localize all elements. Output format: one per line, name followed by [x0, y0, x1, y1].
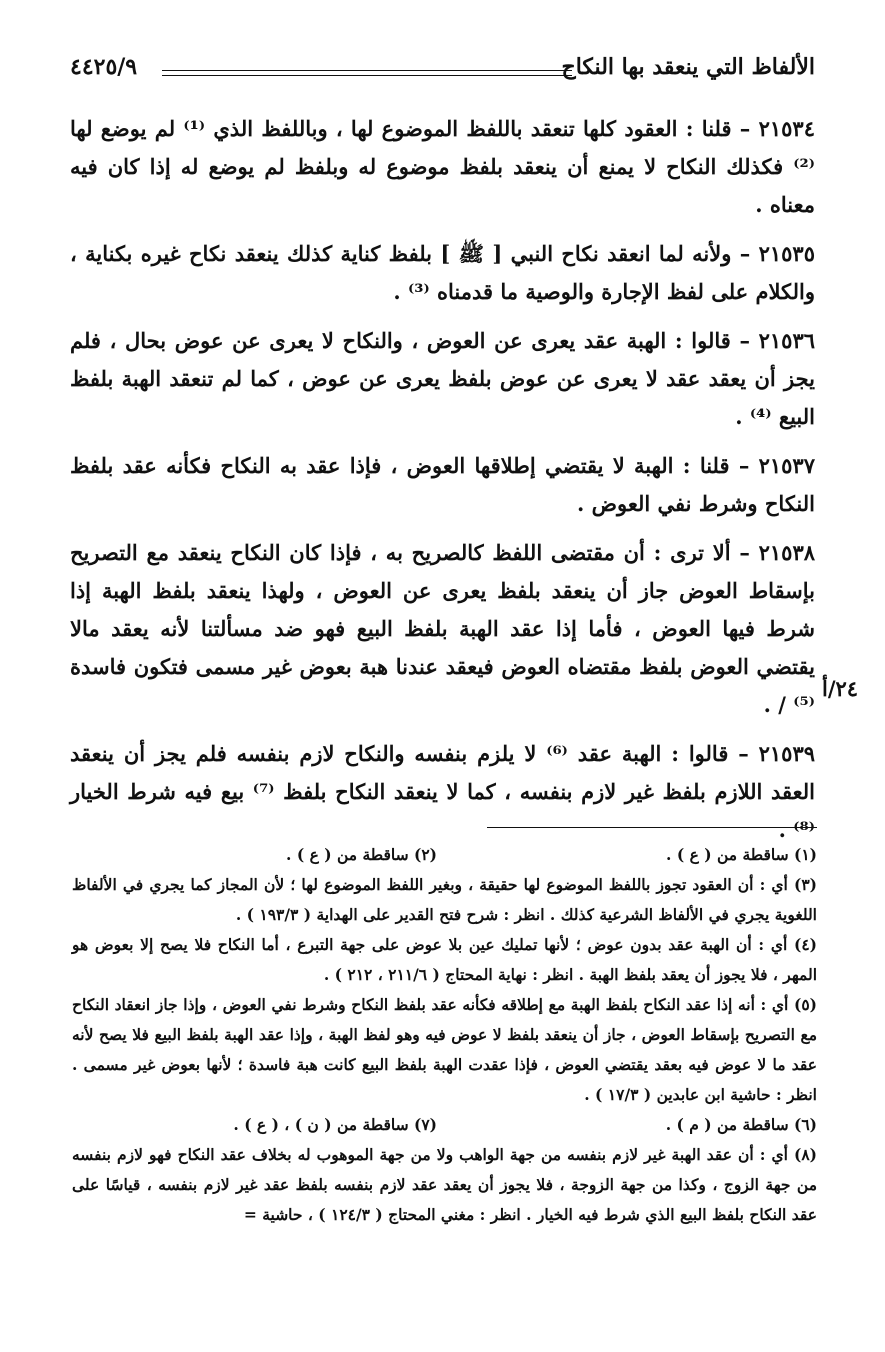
footnote: (٦) ساقطة من ( م ) . [665, 1115, 817, 1134]
main-text [70, 110, 815, 860]
paragraph [70, 534, 815, 724]
paragraph [70, 235, 815, 311]
header-rule-bottom [162, 75, 572, 76]
manuscript-folio-marker: ٢٤/أ [822, 676, 859, 701]
paragraph-number: ٢١٥٣٥ [758, 241, 815, 266]
paragraph [70, 110, 815, 224]
paragraph-number: ٢١٥٣٩ [758, 741, 816, 766]
footnote-separator [487, 827, 817, 828]
header-page-ref: ٤٤٢٥/٩ [70, 54, 138, 80]
paragraph-text: – قلنا : الهبة لا يقتضي إطلاقها العوض ، فإذا عقد به النكاح فكأنه عقد بلفظ النكاح وشرط نفي العوض . [70, 453, 815, 516]
footnote: (٤) أي : أن الهبة عقد بدون عوض ؛ لأنها تمليك عين بلا عوض على جهة التبرع ، أما النكاح فلا يصح إلا بعوض هو المهر ، فلا يجوز أن يعقد بلفظ الهبة . انظر : نهاية المحتاج ( ٢١١/٦ ، ٢١٢ ) . [72, 935, 817, 984]
paragraph-text: – ألا ترى : أن مقتضى اللفظ كالصريح به ، فإذا كان النكاح ينعقد مع التصريح بإسقاط العوض جاز أن ينعقد بلفظ يعرى عن العوض ، ولهذا ينعقد بلفظ الهبة إذا شرط فيها العوض ، فأما إذا عقد الهبة بلفظ البيع فهو ضد مسألتنا لأنه يعقد مالا يقتضي العوض بلفظ مقتضاه العوض فيعقد عندنا هبة بعوض غير مسمى فتكون فاسدة ⁽⁵⁾ / . [70, 540, 815, 717]
footnote-row [72, 840, 817, 870]
footnote: (٧) ساقطة من ( ن ) ، ( ع ) . [233, 1115, 437, 1134]
paragraph-number: ٢١٥٣٨ [758, 540, 816, 565]
footnote: (١) ساقطة من ( ع ) . [666, 845, 817, 864]
paragraph-number: ٢١٥٣٦ [758, 328, 816, 353]
paragraph-text: – ولأنه لما انعقد نكاح النبي [ ﷺ ] بلفظ كناية كذلك ينعقد نكاح غيره بكناية ، والكلام على لفظ الإجارة والوصية ما قدمناه ⁽³⁾ . [70, 241, 815, 304]
paragraph [70, 735, 815, 849]
paragraph [70, 447, 815, 523]
paragraph-text: – قالوا : الهبة عقد ⁽⁶⁾ لا يلزم بنفسه والنكاح لازم بنفسه فلم يجز أن ينعقد العقد اللازم بلفظ غير لازم بنفسه ، كما لا ينعقد النكاح بلفظ ⁽⁷⁾ بيع فيه شرط الخيار ⁽⁸⁾ . [70, 741, 815, 842]
header-rule-top [162, 70, 572, 71]
footnotes [72, 840, 817, 1230]
footnote: (٣) أي : أن العقود تجوز باللفظ الموضوع لها حقيقة ، وبغير اللفظ الموضوع لها ؛ لأن المجاز كما يجري في الألفاظ اللغوية يجري في الألفاظ الشرعية كذلك . انظر : شرح فتح القدير على الهداية ( ١٩٣/٣ ) . [72, 875, 817, 924]
footnote: (٢) ساقطة من ( ع ) . [286, 845, 437, 864]
paragraph-number: ٢١٥٣٧ [758, 453, 815, 478]
paragraph-number: ٢١٥٣٤ [758, 116, 815, 141]
footnote: (٥) أي : أنه إذا عقد النكاح بلفظ الهبة مع إطلاقه فكأنه عقد بلفظ النكاح وشرط نفي العوض ، وإذا جاز انعقاد النكاح مع التصريح بإسقاط العوض ، جاز أن ينعقد بلفظ لا عوض فيه وهو لفظ الهبة ، وإذا عقد الهبة بلفظ البيع فلا يصح لأنه عقد ما لا عوض فيه بعقد يقتضي العوض ، فإذا عقدت الهبة بلفظ البيع كانت هبة فاسدة ؛ لأنها بعوض غير مسمى . انظر : حاشية ابن عابدين ( ١٧/٣ ) . [72, 995, 817, 1104]
paragraph-text: – قلنا : العقود كلها تنعقد باللفظ الموضوع لها ، وباللفظ الذي ⁽¹⁾ لم يوضع لها ⁽²⁾ فكذلك النكاح لا يمنع أن ينعقد بلفظ موضوع له وبلفظ لم يوضع له إذا كان فيه معناه . [70, 116, 815, 217]
paragraph [70, 322, 815, 436]
footnote-row [72, 1110, 817, 1140]
footnote: (٨) أي : أن عقد الهبة غير لازم بنفسه من جهة الواهب ولا من جهة الموهوب له بخلاف عقد النكاح فهو لازم بنفسه من جهة الزوج ، وكذا من جهة الزوجة ، فلا يجوز أن يعقد عقد لازم بنفسه بلفظ عقد غير لازم بنفسه ، قياسًا على عقد النكاح بلفظ البيع الذي شرط فيه الخيار . انظر : مغني المحتاج ( ١٢٤/٣ ) ، حاشية = [72, 1145, 817, 1224]
paragraph-text: – قالوا : الهبة عقد يعرى عن العوض ، والنكاح لا يعرى عن عوض بحال ، فلم يجز أن يعقد عقد لا يعرى عن عوض بلفظ يعرى عن عوض ، كما لم تنعقد الهبة بلفظ البيع ⁽⁴⁾ . [70, 328, 815, 429]
running-header [70, 54, 815, 90]
header-title: الألفاظ التي ينعقد بها النكاح [561, 54, 815, 80]
